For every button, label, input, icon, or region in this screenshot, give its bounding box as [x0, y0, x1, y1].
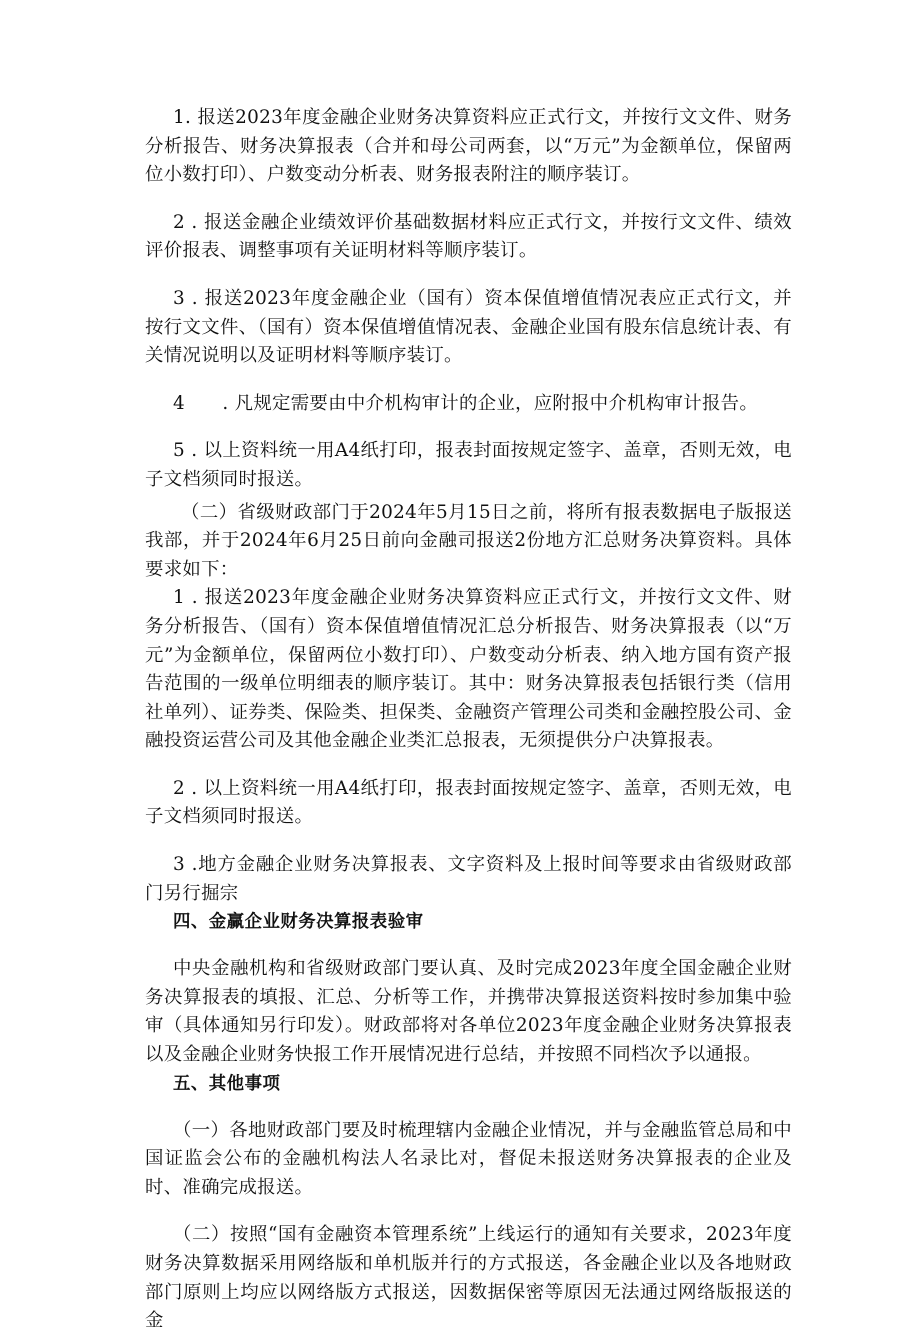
paragraph-7: 1 . 报送2023年度金融企业财务决算资料应正式行文，并按行文文件、财务分析报告、（国有）资本保值增值情况汇总分析报告、财务决算报表（以“万元”为金额单位，保留两位小数打印）、户数变动分析表、纳入地方国有资产报告范围的一级单位明细表的顺序装订。其中：财务决算报表包括银行类（信用社单列）、证券类、保险类、担保类、金融资产管理公司类和金融控股公司、金融投资运营公司及其他金融企业类汇总报表，无须提供分户决算报表。 — [145, 587, 792, 752]
paragraph-6: （二）省级财政部门于2024年5月15日之前，将所有报表数据电子版报送我部，并于2024年6月25日前向金融司报送2份地方汇总财务决算资料。具体要求如下： — [145, 501, 792, 580]
paragraph-3: 3 . 报送2023年度金融企业（国有）资本保值增值情况表应正式行文，并按行文文件、（国有）资本保值增值情况表、金融企业国有股东信息统计表、有关情况说明以及证明材料等顺序装订。 — [145, 287, 792, 367]
paragraph-11: （一）各地财政部门要及时梳理辖内金融企业情况，并与金融监管总局和中国证监会公布的金融机构法人名录比对，督促未报送财务决算报表的企业及时、准确完成报送。 — [145, 1119, 792, 1198]
paragraph-2: 2 . 报送金融企业绩效评价基础数据材料应正式行文，并按行文文件、绩效评价报表、调整事项有关证明材料等顺序装订。 — [145, 211, 792, 262]
paragraph-10: 中央金融机构和省级财政部门要认真、及时完成2023年度全国金融企业财务决算报表的填报、汇总、分析等工作，并携带决算报送资料按时参加集中验审（具体通知另行印发）。财政部将对各单位2023年度金融企业财务决算报表以及金融企业财务快报工作开展情况进行总结，并按照不同档次予以通报。 — [145, 958, 792, 1066]
section-heading-5: 五、其他事项 — [173, 1073, 281, 1094]
paragraph-8: 2 . 以上资料统一用A4纸打印，报表封面按规定签字、盖章，否则无效，电子文档须同时报送。 — [145, 777, 792, 828]
paragraph-4: 4 . 凡规定需要由中介机构审计的企业，应附报中介机构审计报告。 — [173, 392, 759, 414]
paragraph-5: 5 . 以上资料统一用A4纸打印，报表封面按规定签字、盖章，否则无效，电子文档须同时报送。 — [145, 440, 792, 490]
paragraph-12: （二）按照“国有金融资本管理系统”上线运行的通知有关要求，2023年度财务决算数据采用网络版和单机版并行的方式报送，各金融企业以及各地财政部门原则上均应以网络版方式报送，因数据保密等原因无法通过网络版报送的金 — [145, 1224, 792, 1332]
section-heading-4: 四、金赢企业财务决算报表验审 — [173, 912, 424, 933]
paragraph-9: 3 .地方金融企业财务决算报表、文字资料及上报时间等要求由省级财政部门另行掘宗 — [145, 854, 792, 904]
paragraph-1: 1. 报送2023年度金融企业财务决算资料应正式行文，并按行文文件、财务分析报告、财务决算报表（合并和母公司两套，以“万元”为金额单位，保留两位小数打印）、户数变动分析表、财务报表附注的顺序装订。 — [145, 107, 792, 186]
